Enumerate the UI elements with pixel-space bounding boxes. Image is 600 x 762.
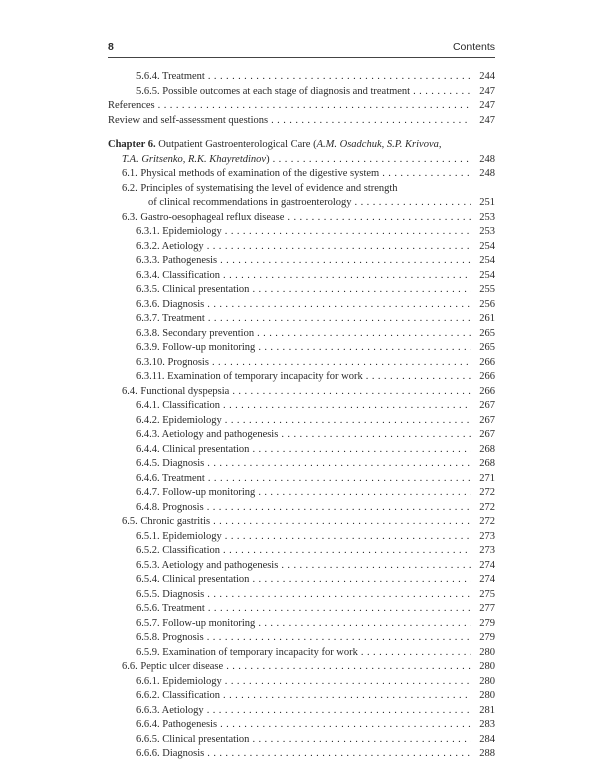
toc-entry-page: 247 [479, 114, 495, 126]
toc-entry[interactable] [108, 99, 495, 114]
toc-entry-page: 268 [479, 443, 495, 455]
chapter-authors-continued: T.A. Gritsenko, R.K. Khayretdinov [122, 153, 267, 165]
toc-entry[interactable] [108, 631, 495, 646]
toc-entry-page: 253 [479, 226, 495, 237]
toc-entry-page: 275 [479, 588, 495, 600]
toc-entry-page: 272 [479, 501, 495, 513]
toc-entry-text: 6.4.8. Prognosis . . . [108, 501, 471, 516]
toc-entry-text: 6.5.7. Follow-up monitoring . . . [108, 617, 471, 632]
toc-entry-page: 266 [479, 371, 495, 382]
toc-entry[interactable] [108, 646, 495, 661]
toc-entry-text: 6.3.9. Follow-up monitoring . . . [108, 341, 471, 356]
toc-entry-continued[interactable] [108, 196, 495, 211]
toc-entry-page: 283 [479, 719, 495, 730]
toc-entry-text: 6.4.3. Aetiology and pathogenesis . . . [108, 428, 471, 443]
toc-entry-text: 6.6. Peptic ulcer disease . . . [108, 660, 471, 675]
toc-entry-page: 280 [479, 690, 495, 701]
toc-entry[interactable] [108, 443, 495, 458]
toc-entry[interactable] [108, 298, 495, 313]
chapter-page: 248 [479, 153, 495, 165]
toc-entry-page: 273 [479, 545, 495, 556]
toc-entry-page: 244 [479, 71, 495, 82]
toc-entry-page: 271 [479, 472, 495, 484]
toc-entry-text: 6.4.7. Follow-up monitoring . . . [108, 486, 471, 501]
toc-entry-text: Review and self-assessment questions . . . [108, 114, 471, 129]
toc-entry-page: 261 [479, 313, 495, 324]
toc-entry-text: 6.1. Physical methods of examination of the digestive system . . . [108, 167, 471, 182]
toc-entry[interactable] [108, 530, 495, 545]
toc-entry-page: 253 [479, 211, 495, 223]
toc-entry[interactable] [108, 718, 495, 733]
toc-entry[interactable] [108, 486, 495, 501]
toc-entry-text: of clinical recommendations in gastroenterology . . . [108, 196, 471, 211]
toc-entry-text: 6.3.6. Diagnosis . . . [108, 298, 471, 313]
toc-entry-text: 6.5.5. Diagnosis . . . [108, 588, 471, 603]
toc-entry[interactable] [108, 182, 495, 197]
toc-entry-page: 288 [479, 748, 495, 759]
toc-entry-text: 6.6.6. Diagnosis . . . [108, 747, 471, 762]
toc-entry-page: 266 [479, 356, 495, 368]
toc-entry-page: 247 [479, 100, 495, 111]
toc-entry-page: 273 [479, 530, 495, 542]
toc-entry-text: 6.6.2. Classification . . . [108, 689, 471, 704]
toc-entry-text: 5.6.5. Possible outcomes at each stage of diagnosis and treatment . . . [108, 85, 471, 100]
toc-entry-text: 6.3. Gastro-oesophageal reflux disease . . . [108, 211, 471, 226]
toc-entry-page: 272 [479, 487, 495, 498]
toc-entry-text: 6.3.8. Secondary prevention . . . [108, 327, 471, 342]
toc-entry[interactable] [108, 660, 495, 675]
toc-entry-text: 6.4. Functional dyspepsia . . . [108, 385, 471, 400]
toc-entry[interactable] [108, 399, 495, 414]
toc-entry[interactable] [108, 327, 495, 342]
toc-entry-text: 6.3.4. Classification . . . [108, 269, 471, 284]
toc-entry[interactable] [108, 573, 495, 588]
page-number: 8 [108, 41, 114, 53]
toc-entry[interactable] [108, 269, 495, 284]
toc-entry[interactable] [108, 733, 495, 748]
toc-entry-page: 280 [479, 675, 495, 687]
toc-entry-page: 268 [479, 458, 495, 469]
chapter-title: Outpatient Gastroenterological Care ( [155, 139, 317, 150]
toc-entry[interactable] [108, 501, 495, 516]
toc-entry-page: 267 [479, 414, 495, 426]
toc-entry[interactable] [108, 240, 495, 255]
toc-entry[interactable] [108, 675, 495, 690]
toc-entry-text: 6.5.1. Epidemiology . . . [108, 530, 471, 545]
toc-entry[interactable] [108, 617, 495, 632]
toc-entry-text: 6.3.1. Epidemiology . . . [108, 225, 471, 240]
toc-entry[interactable] [108, 747, 495, 762]
toc-entry[interactable] [108, 704, 495, 719]
toc-entry-text: 6.3.10. Prognosis . . . [108, 356, 471, 371]
toc-entry[interactable] [108, 370, 495, 385]
toc-entry-text: 6.6.5. Clinical presentation . . . [108, 733, 471, 748]
toc-entry[interactable] [108, 559, 495, 574]
toc-entry-page: 248 [479, 168, 495, 179]
toc-entry-page: 274 [479, 574, 495, 585]
toc-entry-text: 6.4.5. Diagnosis . . . [108, 457, 471, 472]
toc-entry-text: References . . . [108, 99, 471, 114]
toc-entry-text: 6.5. Chronic gastritis . . . [108, 515, 471, 530]
toc-entry-page: 284 [479, 733, 495, 745]
toc-entry[interactable] [108, 254, 495, 269]
toc-entries-list [108, 211, 495, 762]
toc-entry[interactable] [108, 515, 495, 530]
chapter-heading[interactable] [108, 138, 495, 153]
toc-entry[interactable] [108, 70, 495, 85]
toc-entry-page: 280 [479, 661, 495, 672]
toc-entry-text: 6.6.3. Aetiology . . . [108, 704, 471, 719]
toc-entry[interactable] [108, 225, 495, 240]
toc-entry-text: 6.5.3. Aetiology and pathogenesis . . . [108, 559, 471, 574]
chapter-heading-continued[interactable] [108, 153, 495, 168]
toc-entry-text: 6.4.4. Clinical presentation . . . [108, 443, 471, 458]
toc-entry[interactable] [108, 602, 495, 617]
toc-entry-text: 6.5.2. Classification . . . [108, 544, 471, 559]
toc-entry[interactable] [108, 341, 495, 356]
toc-entry[interactable] [108, 312, 495, 327]
toc-entry[interactable] [108, 472, 495, 487]
toc-entry[interactable] [108, 385, 495, 400]
toc-entry-page: 266 [479, 385, 495, 397]
toc-entry[interactable] [108, 428, 495, 443]
toc-entry[interactable] [108, 588, 495, 603]
toc-entry-text: 6.6.1. Epidemiology . . . [108, 675, 471, 690]
toc-entry-page: 272 [479, 516, 495, 527]
toc-entry[interactable] [108, 414, 495, 429]
toc-entry-text: 6.3.5. Clinical presentation . . . [108, 283, 471, 298]
toc-entry[interactable] [108, 283, 495, 298]
toc-entry[interactable] [108, 457, 495, 472]
toc-entry-page: 251 [479, 197, 495, 208]
toc-entry-text: 6.3.11. Examination of temporary incapacity for work . . . [108, 370, 471, 385]
toc-entry-page: 279 [479, 617, 495, 629]
toc-entry-page: 255 [479, 284, 495, 295]
toc-entry-text: 6.2. Principles of systematising the level of evidence and strength [122, 182, 398, 194]
toc-entry-page: 267 [479, 400, 495, 411]
toc-entry-text: 6.3.3. Pathogenesis . . . [108, 254, 471, 269]
toc-entry-page: 281 [479, 704, 495, 716]
toc-entry-text: 6.5.8. Prognosis . . . [108, 631, 471, 646]
toc-entry-text: 6.6.4. Pathogenesis . . . [108, 718, 471, 733]
toc-entry-page: 254 [479, 240, 495, 252]
toc-entry-text: 6.4.2. Epidemiology . . . [108, 414, 471, 429]
toc-entry-text: 6.5.6. Treatment . . . [108, 602, 471, 617]
toc-entry-page: 267 [479, 429, 495, 440]
toc-entry[interactable] [108, 544, 495, 559]
toc-entry-page: 277 [479, 603, 495, 614]
toc-entry-page: 279 [479, 632, 495, 643]
toc-entry-text: 6.5.9. Examination of temporary incapacity for work . . . [108, 646, 471, 661]
toc-entry-page: 254 [479, 269, 495, 281]
toc-entry[interactable] [108, 356, 495, 371]
table-of-contents [108, 70, 495, 762]
toc-entry-text: 6.3.2. Aetiology . . . [108, 240, 471, 255]
toc-entry-page: 256 [479, 298, 495, 310]
toc-entry-page: 280 [479, 646, 495, 658]
running-title: Contents [452, 41, 495, 53]
toc-entry-page: 247 [479, 85, 495, 97]
toc-entry[interactable] [108, 211, 495, 226]
toc-entry[interactable] [108, 167, 495, 182]
toc-entry-page: 274 [479, 559, 495, 571]
toc-entry-page: 265 [479, 342, 495, 353]
toc-entry[interactable] [108, 114, 495, 129]
chapter-label: Chapter 6. [108, 139, 156, 150]
toc-entry-text: 6.5.4. Clinical presentation . . . [108, 573, 471, 588]
toc-entry-text: 6.3.7. Treatment . . . [108, 312, 471, 327]
toc-entry-page: 254 [479, 255, 495, 266]
chapter-authors: A.M. Osadchuk, S.P. Krivova, [316, 139, 442, 150]
toc-entry-text: 6.4.6. Treatment . . . [108, 472, 471, 487]
page-header [108, 41, 495, 58]
toc-entry[interactable] [108, 689, 495, 704]
toc-entry-text: 6.4.1. Classification . . . [108, 399, 471, 414]
toc-entry-page: 265 [479, 327, 495, 339]
toc-entry-text: 5.6.4. Treatment . . . [108, 70, 471, 85]
chapter-close: ) [266, 153, 270, 165]
toc-entry[interactable] [108, 85, 495, 100]
